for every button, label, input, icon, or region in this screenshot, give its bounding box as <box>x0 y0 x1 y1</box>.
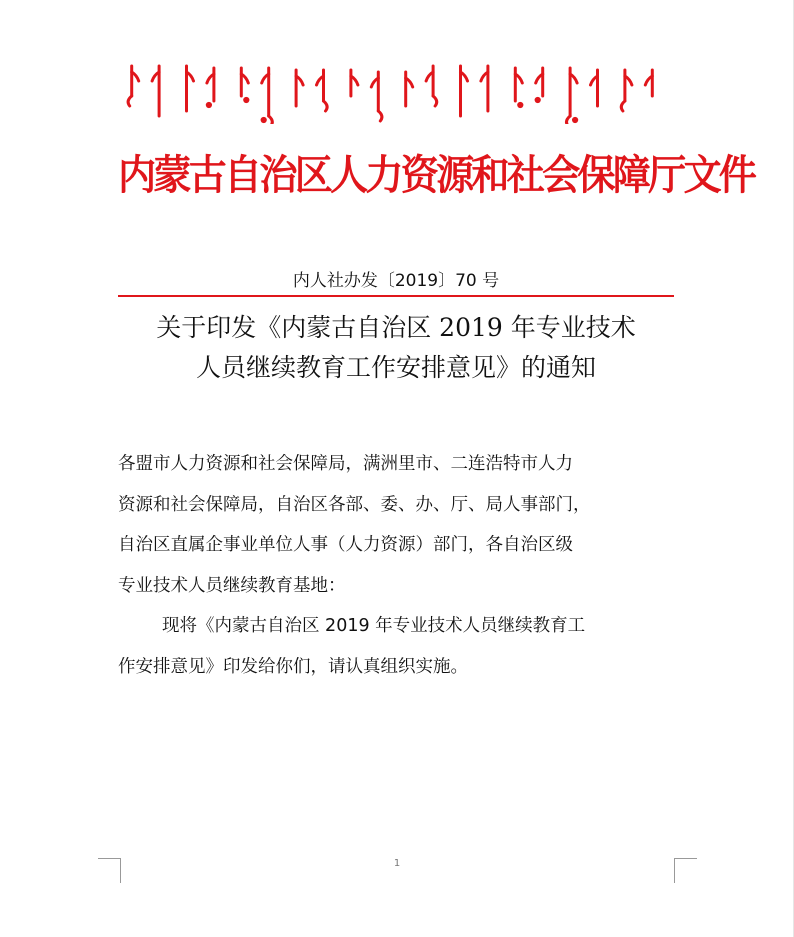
mongolian-glyph <box>378 111 382 121</box>
mongolian-glyph <box>324 101 328 111</box>
notice-body <box>118 444 678 687</box>
mongolian-glyph <box>269 116 273 124</box>
salutation-line: 专业技术人员继续教育基地： <box>118 575 346 596</box>
page-number: 1 <box>393 858 401 869</box>
mongolian-script-header <box>118 62 666 124</box>
mongolian-glyph <box>519 103 522 106</box>
mongolian-glyph <box>128 96 132 106</box>
red-separator-line <box>118 295 674 297</box>
page-corner-mark-left <box>98 858 121 883</box>
mongolian-glyph <box>574 118 577 121</box>
paragraph-line: 现将《内蒙古自治区 2019 年专业技术人员继续教育工 <box>162 616 586 636</box>
salutation-line: 自治区直属企事业单位人事（人力资源）部门，各自治区级 <box>118 535 573 555</box>
mongolian-glyph <box>207 103 210 106</box>
salutation <box>118 444 678 606</box>
mongolian-glyph <box>433 96 437 106</box>
paragraph-line: 作安排意见》印发给你们，请认真组织实施。 <box>118 656 468 677</box>
mongolian-glyph <box>567 116 571 124</box>
mongolian-glyph <box>245 98 248 101</box>
mongolian-glyph <box>621 101 625 111</box>
notice-title-line: 人员继续教育工作安排意见》的通知 <box>195 353 596 382</box>
notice-title-line: 关于印发《内蒙古自治区 2019 年专业技术 <box>156 313 636 342</box>
salutation-line: 资源和社会保障局，自治区各部、委、办、厅、局人事部门， <box>118 494 591 515</box>
mongolian-glyph <box>262 118 265 121</box>
salutation-line: 各盟市人力资源和社会保障局，满洲里市、二连浩特市人力 <box>118 454 573 474</box>
body-paragraph <box>118 606 678 687</box>
document-header-title: 内蒙古自治区人力资源和社会保障厅文件 <box>118 151 755 199</box>
document-number: 内人社办发〔2019〕70 号 <box>292 271 500 291</box>
notice-title <box>118 308 674 388</box>
page-corner-mark-right <box>674 858 697 883</box>
mongolian-glyph <box>536 98 539 101</box>
